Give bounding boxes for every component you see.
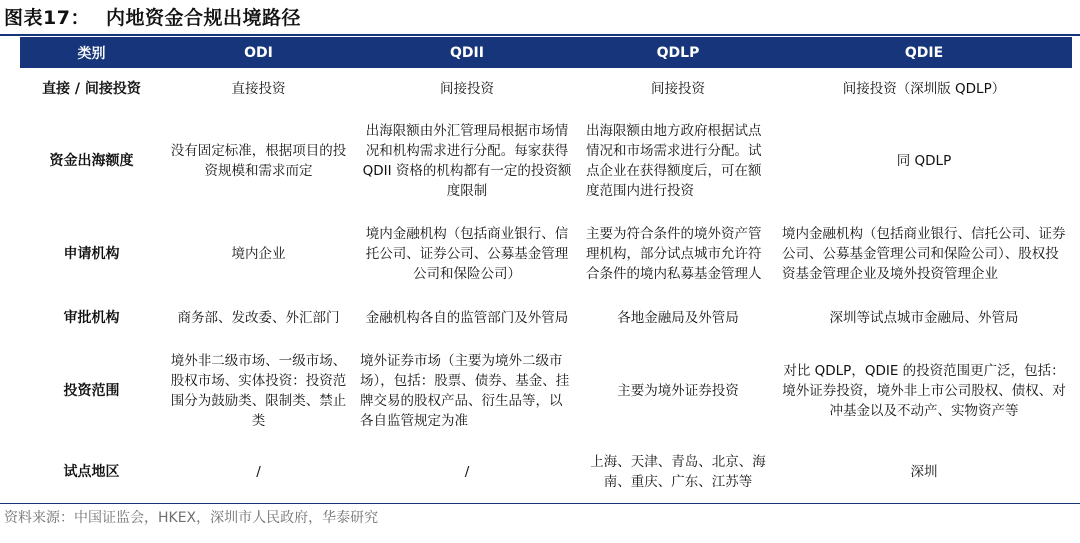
table-cell: 深圳等试点城市金融局、外管局 bbox=[829, 310, 1019, 326]
table-cell: 金融机构各自的监管部门及外管局 bbox=[365, 310, 569, 326]
table-row bbox=[20, 68, 1072, 109]
header-qdii: QDII bbox=[354, 37, 580, 68]
comparison-table bbox=[20, 37, 1072, 503]
row-header: 试点地区 bbox=[63, 464, 120, 480]
title-rule bbox=[0, 34, 1080, 36]
table-cell: 对比 QDLP，QDIE 的投资范围更广泛，包括：境外证券投资，境外非上市公司股权、债权、对冲基金以及不动产、实物资产等 bbox=[782, 363, 1066, 419]
table-row bbox=[20, 295, 1072, 341]
row-header: 直接 / 间接投资 bbox=[42, 80, 141, 97]
table-cell: 间接投资 bbox=[440, 80, 494, 97]
table-row bbox=[20, 109, 1072, 213]
table-cell: 境外证券市场（主要为境外二级市场），包括：股票、债券、基金、挂牌交易的股权产品、衍生品等，以各自监管规定为准 bbox=[360, 353, 570, 429]
header-category: 类别 bbox=[20, 37, 163, 68]
table-cell: / bbox=[464, 464, 470, 480]
source-note: 资料来源：中国证监会，HKEX，深圳市人民政府，华泰研究 bbox=[4, 510, 379, 526]
table-cell: 境外非二级市场、一级市场、股权市场、实体投资：投资范围分为鼓励类、限制类、禁止类 bbox=[170, 353, 347, 429]
table-cell: 境内企业 bbox=[231, 246, 286, 262]
table-cell: 上海、天津、青岛、北京、海南、重庆、广东、江苏等 bbox=[590, 454, 766, 490]
table-cell: 出海限额由地方政府根据试点情况和市场需求进行分配。试点企业在获得额度后，可在额度范围内进行投资 bbox=[586, 123, 762, 199]
table-row bbox=[20, 213, 1072, 295]
table-cell: 各地金融局及外管局 bbox=[617, 310, 739, 326]
row-header: 审批机构 bbox=[63, 310, 120, 326]
row-header: 申请机构 bbox=[63, 246, 120, 262]
table-cell: 深圳 bbox=[910, 464, 938, 480]
table-cell: 主要为符合条件的境外资产管理机构，部分试点城市允许符合条件的境内私募基金管理人 bbox=[586, 226, 762, 282]
header-qdie: QDIE bbox=[776, 37, 1072, 68]
table-cell: 同 QDLP bbox=[896, 153, 952, 169]
table-cell: 间接投资 bbox=[651, 80, 705, 97]
table-cell: 直接投资 bbox=[231, 80, 286, 97]
header-odi: ODI bbox=[163, 37, 354, 68]
header-qdlp: QDLP bbox=[580, 37, 776, 68]
table-cell: 间接投资（深圳版 QDLP） bbox=[842, 80, 1006, 97]
table-cell: 境内金融机构（包括商业银行、信托公司、证券公司、公募基金管理公司和保险公司）、股权投资基金管理企业及境外投资管理企业 bbox=[782, 226, 1066, 282]
table-row bbox=[20, 441, 1072, 503]
table-cell: 没有固定标准，根据项目的投资规模和需求而定 bbox=[170, 143, 347, 179]
table-row bbox=[20, 341, 1072, 441]
table-cell: 境内金融机构（包括商业银行、信托公司、证券公司、公募基金管理公司和保险公司） bbox=[365, 226, 569, 282]
row-header: 投资范围 bbox=[63, 383, 120, 399]
table-cell: / bbox=[256, 464, 261, 480]
figure-title bbox=[4, 4, 301, 32]
table-bottom-rule bbox=[0, 503, 1080, 504]
table-cell: 出海限额由外汇管理局根据市场情况和机构需求进行分配。每家获得 QDII 资格的机构都有一定的投资额度限制 bbox=[362, 123, 572, 199]
header-row bbox=[20, 37, 1072, 68]
row-header: 资金出海额度 bbox=[49, 153, 134, 169]
table-cell: 主要为境外证券投资 bbox=[617, 383, 739, 399]
table-cell: 商务部、发改委、外汇部门 bbox=[177, 310, 340, 326]
figure-number: 图表17： bbox=[4, 7, 90, 29]
figure-title-text: 内地资金合规出境路径 bbox=[105, 7, 301, 29]
